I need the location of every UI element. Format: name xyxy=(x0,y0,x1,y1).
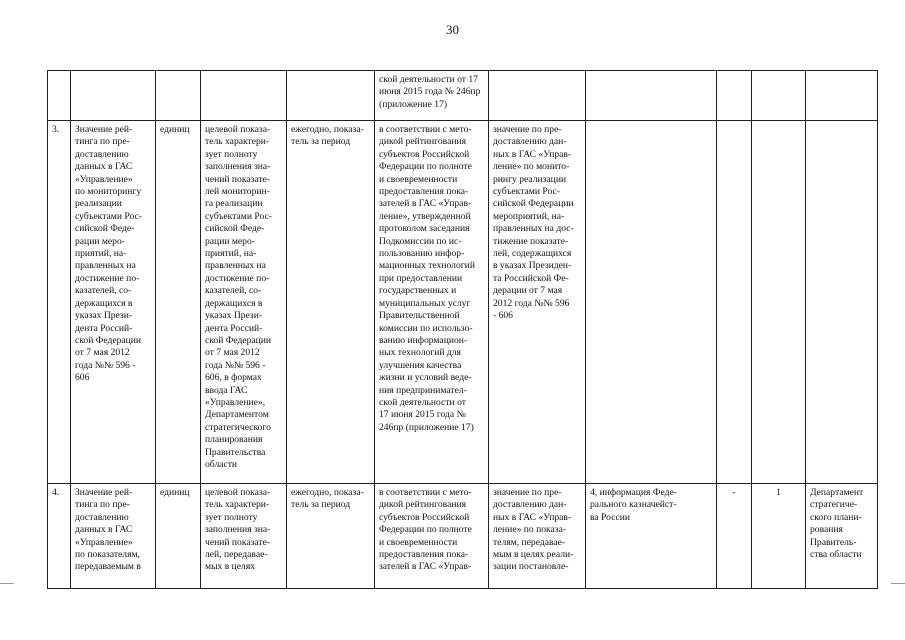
cell-name xyxy=(71,121,156,484)
indicator-name: Значение рей- тинга по пре- доставлению данных в ГАС «Управление» по показателям, передаваемым в xyxy=(75,487,141,573)
cell-definition xyxy=(201,121,287,484)
cell-definition xyxy=(201,71,287,121)
cell-name xyxy=(71,71,156,121)
cell-period xyxy=(287,121,375,484)
indicator-period: ежегодно, показа- тель за период xyxy=(291,487,364,511)
cell-basic xyxy=(489,121,586,484)
cell-resp xyxy=(806,484,878,589)
table-row xyxy=(48,121,878,484)
cell-name xyxy=(71,484,156,589)
cell-c9 xyxy=(717,121,752,484)
cell-period xyxy=(287,484,375,589)
cell-definition xyxy=(201,484,287,589)
cell-resp xyxy=(806,71,878,121)
indicator-period: ежегодно, показа- тель за период xyxy=(291,124,364,148)
row-number: 4. xyxy=(52,487,60,498)
table-row-continuation xyxy=(48,71,878,121)
cell-unit xyxy=(156,121,201,484)
indicator-basic: значение по пре- доставлению дан- ных в ГАС «Управ- ление» по показа- телям, передавае- мым в целях реали- зации постановле- xyxy=(493,487,574,573)
indicator-basic: значение по пре- доставлению дан- ных в ГАС «Управ- ление» по монито- рингу реализации субъектами Рос- сийской Федерации мероприятий, на- правленных на дос- тижение показате- лей, содержащихся в указах Президен- та Российской Фе- дерации от 7 мая 2012 года №№ 596 - 606 xyxy=(493,124,574,322)
cell-c10 xyxy=(752,71,806,121)
indicator-unit: единиц xyxy=(160,124,190,135)
cell-method-text: ской деятельности от 17 июня 2015 года № 246пр (приложение 17) xyxy=(379,74,481,110)
indicator-unit: единиц xyxy=(160,487,190,498)
cell-num xyxy=(48,71,71,121)
cell-method xyxy=(375,484,489,589)
cell-num xyxy=(48,484,71,589)
cell-source xyxy=(586,71,717,121)
cell-basic xyxy=(489,71,586,121)
scan-edge-left xyxy=(0,583,14,584)
cell-c9 xyxy=(717,71,752,121)
row-number: 3. xyxy=(52,124,60,135)
cell-c10 xyxy=(752,121,806,484)
indicator-table xyxy=(47,70,878,589)
indicator-c9: - xyxy=(732,487,736,498)
indicator-definition: целевой показа- тель характери- зует полноту заполнения зна- чений показате- лей, передавае- мых в целях xyxy=(205,487,271,573)
indicator-method: в соответствии с мето- дикой рейтингования субъектов Российской Федерации по полноте и своевременности предоставления пока- зателей в ГАС «Управ- ление», утвержденной протоколом заседания Подкомиссии по ис- пользованию инфор- мационных технологий при предоставлении государственных и муниципальных услуг Правительственной комиссии по использо- ванию информацион- ных технологий для улучшения качества жизни и условий веде- ния предпринимател- ской деятельности от 17 июня 2015 года № 246пр (приложение 17) xyxy=(379,124,475,433)
indicator-method: в соответствии с мето- дикой рейтингования субъектов Российской Федерации по полноте и своевременности предоставления пока- зателей в ГАС «Управ- xyxy=(379,487,472,573)
indicator-c10: 1 xyxy=(776,487,781,498)
cell-method xyxy=(375,71,489,121)
cell-c9 xyxy=(717,484,752,589)
cell-source xyxy=(586,484,717,589)
scan-edge-right xyxy=(891,583,905,584)
cell-unit xyxy=(156,71,201,121)
cell-unit xyxy=(156,484,201,589)
indicator-definition: целевой показа- тель характери- зует полноту заполнения зна- чений показате- лей мониторин- га реализации субъектами Рос- сийской Феде- рации меро- приятий, на- правленных на достижение по- казателей, со- держащихся в указах Прези- дента Россий- ской Федерации от 7 мая 2012 года №№ 596 - 606, в формах ввода ГАС «Управление», Департаментом стратегического планирования Правительства области xyxy=(205,124,272,470)
page-number: 30 xyxy=(446,22,459,37)
cell-resp xyxy=(806,121,878,484)
table-row xyxy=(48,484,878,589)
indicator-name: Значение рей- тинга по пре- доставлению данных в ГАС «Управление» по мониторингу реализации субъектами Рос- сийской Феде- рации меро- приятий, на- правленных на достижение по- казателей, со- держащихся в указах Прези- дента Россий- ской Федерации от 7 мая 2012 года №№ 596 - 606 xyxy=(75,124,142,384)
cell-c10 xyxy=(752,484,806,589)
cell-source xyxy=(586,121,717,484)
indicator-responsible: Департамент стратегиче- ского плани- рования Правитель- ства области xyxy=(810,487,864,561)
indicator-source: 4, информация Феде- рального казначейст- ва России xyxy=(590,487,677,523)
cell-method xyxy=(375,121,489,484)
cell-basic xyxy=(489,484,586,589)
cell-period xyxy=(287,71,375,121)
cell-num xyxy=(48,121,71,484)
